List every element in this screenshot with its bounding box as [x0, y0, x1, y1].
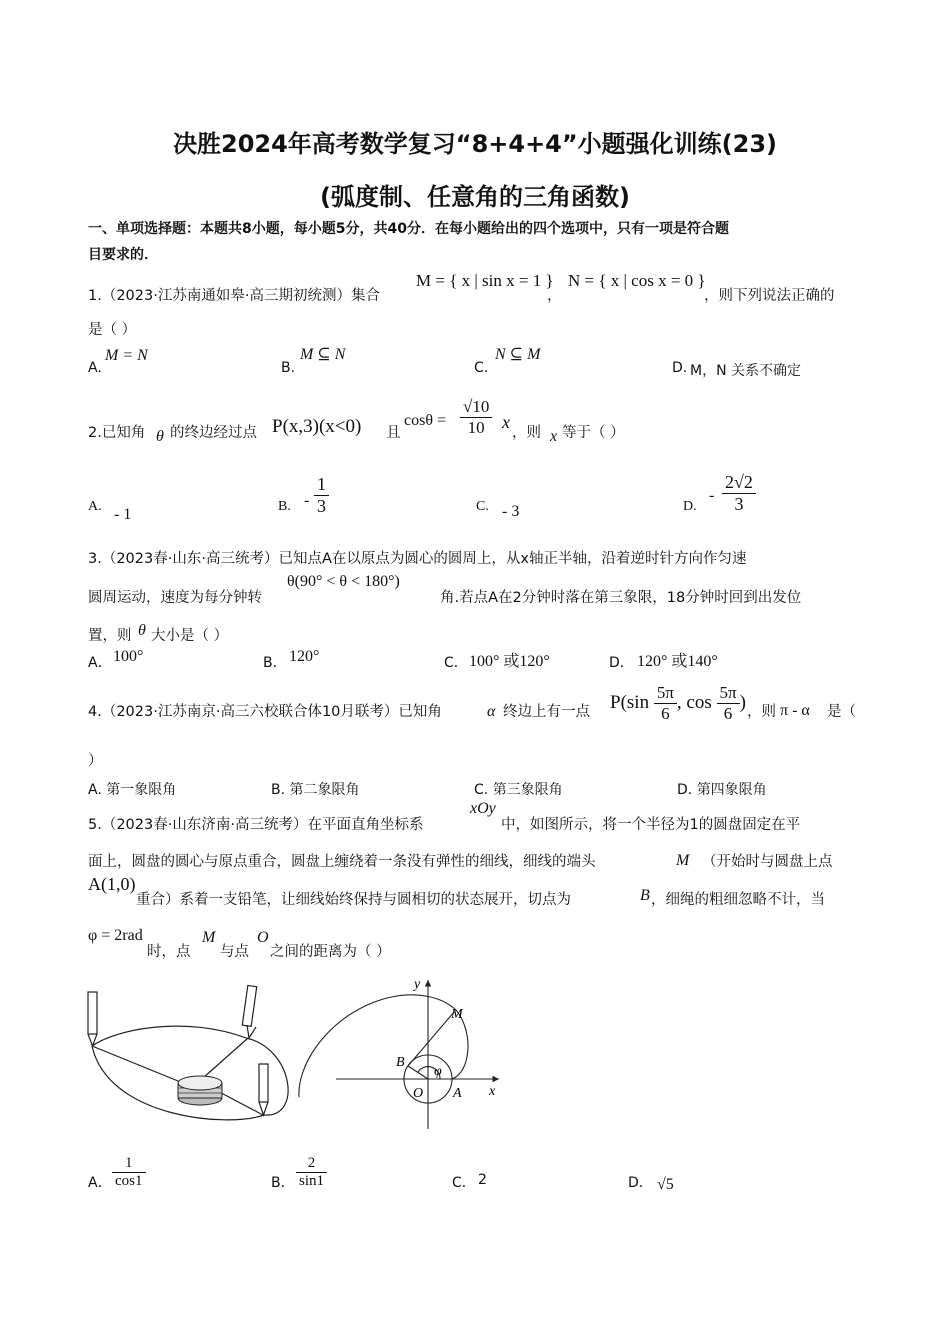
- q4-fraction-1: [654, 683, 677, 724]
- pencil-right-body: [259, 1064, 268, 1102]
- q2-cos-lhs: cosθ =: [404, 412, 447, 429]
- pencil-middle-body: [242, 985, 256, 1026]
- q4-fraction-2-num: 5π: [719, 683, 737, 702]
- q1-stem-line2: 是（ ）: [88, 322, 137, 338]
- q2-option-b-fraction: [314, 474, 329, 517]
- label-o: O: [413, 1086, 424, 1101]
- q5-stem-line2-suffix: （开始时与圆盘上点: [702, 854, 833, 870]
- q5-option-a-num: 1: [112, 1155, 146, 1173]
- q5-stem: 5.（2023春·山东济南·高三统考）在平面直角坐标系: [88, 817, 424, 833]
- q4-option-c: [474, 779, 563, 799]
- q2-option-a-label: A.: [88, 499, 102, 514]
- q2-option-d-den: 3: [734, 494, 744, 514]
- q5-option-a-den: cos1: [115, 1173, 143, 1189]
- q5-stem-line4: 时，点: [147, 944, 191, 960]
- q1-separator: ，: [547, 288, 562, 304]
- q2-option-b-den: 3: [317, 496, 326, 516]
- q5-b: B: [640, 887, 650, 904]
- q2-point: P(x,3)(x<0): [272, 416, 362, 437]
- q3-stem-line3: 置，则: [88, 628, 132, 644]
- q2-var-x: x: [550, 428, 558, 445]
- string-upper: [92, 1026, 246, 1046]
- q5-option-d: √5: [657, 1176, 674, 1193]
- q2-option-b-sign: -: [304, 492, 310, 509]
- q3-option-c: 100° 或120°: [469, 653, 550, 670]
- q4-alpha: α: [487, 703, 496, 720]
- q1-option-d-label: D.: [672, 360, 688, 376]
- q5-option-d-label: D．: [628, 1175, 653, 1191]
- q5-stem-line4-mid: 与点: [220, 944, 249, 960]
- spool: [178, 1076, 222, 1105]
- q2-option-d-label: D.: [683, 499, 697, 514]
- q4-point: [610, 683, 746, 724]
- q4-option-d-label: D.: [677, 782, 693, 798]
- q4-option-d: [677, 779, 767, 799]
- q4-stem-mid: 终边上有一点: [503, 704, 590, 720]
- involute-curve: [299, 995, 468, 1097]
- q2-option-c: - 3: [502, 503, 520, 520]
- q5-figure-pencils: [78, 978, 298, 1138]
- q1-option-c: N ⊆ M: [495, 346, 541, 363]
- q4-option-a-label: A.: [88, 782, 102, 798]
- q4-fraction-1-den: 6: [654, 703, 677, 724]
- q4-point-cos: , cos: [676, 691, 712, 713]
- q5-stem-line1-suffix: 中，如图所示，将一个半径为1的圆盘固定在平: [501, 817, 801, 833]
- q5-stem-line4-suffix: 之间的距离为（ ）: [270, 944, 391, 960]
- label-x: x: [489, 1084, 496, 1099]
- page-subtitle: (弧度制、任意角的三角函数): [320, 183, 630, 211]
- q4-expr: π - α: [780, 702, 810, 719]
- q4-stem: 4.（2023·江苏南京·高三六校联合体10月联考）已知角: [88, 704, 442, 720]
- q1-option-b-label: B.: [281, 360, 296, 376]
- q4-fraction-1-num: 5π: [656, 683, 674, 702]
- q4-stem-line2: ）: [88, 753, 103, 769]
- q3-option-d: 120° 或140°: [637, 653, 718, 670]
- q3-theta: θ: [138, 622, 146, 639]
- q4-option-b-label: B.: [271, 782, 286, 798]
- label-b: B: [396, 1055, 405, 1070]
- q2-theta: θ: [156, 428, 164, 445]
- q5-stem-line3-suffix: ，细绳的粗细忽略不计，当: [651, 892, 825, 908]
- q4-option-c-label: C.: [474, 782, 489, 798]
- q4-point-close: ): [739, 691, 746, 713]
- q4-point-p: P(sin: [610, 691, 650, 713]
- label-m: M: [451, 1007, 463, 1022]
- string-lower: [92, 1046, 183, 1083]
- q3-option-b: 120°: [289, 648, 320, 665]
- q1-stem-suffix: ，则下列说法正确的: [704, 288, 835, 304]
- label-phi: φ: [434, 1064, 442, 1079]
- q3-stem-line3-suffix: 大小是（ ）: [151, 628, 229, 644]
- q4-fraction-2-den: 6: [717, 703, 740, 724]
- q1-option-a: M = N: [105, 347, 148, 364]
- q5-xoy: xOy: [470, 800, 496, 817]
- q2-option-d-num: 2√2: [722, 472, 756, 494]
- q2-stem-mid2: 且: [386, 425, 401, 441]
- string-middle: [203, 1038, 248, 1078]
- q5-phi-eq: φ = 2rad: [88, 927, 143, 944]
- q5-stem-line3: 重合）系着一支铅笔，让细线始终保持与圆相切的状态展开，切点为: [136, 892, 571, 908]
- q2-cos-x: x: [502, 412, 510, 432]
- q3-option-a: 100°: [113, 648, 144, 665]
- q2-fraction-num: √10: [460, 397, 492, 418]
- q1-option-a-label: A.: [88, 360, 102, 376]
- pencil-left-body: [88, 992, 97, 1034]
- q3-option-d-label: D．: [609, 655, 634, 671]
- q4-option-a-text: 第一象限角: [106, 782, 177, 798]
- q2-stem-suffix: 等于（ ）: [562, 425, 625, 441]
- q2-option-d-fraction: [722, 472, 756, 515]
- label-a: A: [453, 1086, 462, 1101]
- q1-set-m: M = { x | sin x = 1 }: [416, 271, 554, 290]
- q1-option-c-label: C.: [474, 360, 489, 376]
- q5-option-b-fraction: [296, 1155, 327, 1190]
- q2-stem: 2.已知角: [88, 425, 146, 441]
- q1-option-d: M，N 关系不确定: [690, 363, 802, 379]
- q3-stem-line2: 圆周运动，速度为每分钟转: [88, 590, 262, 606]
- q2-option-b-label: B.: [278, 499, 291, 514]
- q5-m2: M: [202, 929, 216, 946]
- label-y: y: [414, 977, 421, 992]
- q2-fraction: [460, 397, 492, 438]
- q5-option-b-den: sin1: [299, 1173, 325, 1189]
- q3-option-b-label: B．: [263, 655, 287, 671]
- q5-option-b-num: 2: [296, 1155, 327, 1173]
- q5-option-c-label: C．: [452, 1175, 476, 1191]
- q4-option-d-text: 第四象限角: [696, 782, 767, 798]
- q5-option-a-label: A．: [88, 1175, 112, 1191]
- q2-option-c-label: C.: [476, 499, 489, 514]
- q5-m: M: [676, 852, 690, 869]
- q2-fraction-den: 10: [467, 418, 485, 437]
- q5-o: O: [257, 929, 269, 946]
- q2-option-d-sign: -: [709, 487, 715, 504]
- q3-option-c-label: C．: [444, 655, 468, 671]
- q4-stem-suffix: 是（: [827, 704, 856, 720]
- q5-option-b-label: B．: [271, 1175, 295, 1191]
- q4-option-a: [88, 779, 176, 799]
- radius-ob: [408, 1066, 428, 1079]
- q4-option-b: [271, 779, 360, 799]
- q2-option-b-num: 1: [314, 474, 329, 496]
- q1-set-n: N = { x | cos x = 0 }: [568, 271, 706, 290]
- q4-stem-mid2: ，则: [747, 704, 776, 720]
- page-title: 决胜2024年高考数学复习“8+4+4”小题强化训练(23): [173, 130, 777, 158]
- q5-option-a-fraction: [112, 1155, 146, 1190]
- q4-fraction-2: [717, 683, 740, 724]
- q3-stem: 3.（2023春·山东·高三统考）已知点A在以原点为圆心的圆周上，从x轴正半轴，沿着逆时针方向作匀速: [88, 551, 747, 567]
- q1-option-b: M ⊆ N: [300, 346, 346, 363]
- q3-theta-range: θ(90° < θ < 180°): [287, 573, 400, 590]
- q2-option-a: - 1: [114, 506, 132, 523]
- q2-stem-mid1: 的终边经过点: [170, 425, 257, 441]
- q4-option-b-text: 第二象限角: [289, 782, 360, 798]
- q5-option-c: 2: [478, 1172, 487, 1188]
- section-heading: 一、单项选择题：本题共8小题，每小题5分，共40分．在每小题给出的四个选项中，只有一项是符合题: [88, 221, 729, 237]
- q5-stem-line2: 面上，圆盘的圆心与原点重合，圆盘上缠绕着一条没有弹性的细线，细线的端头: [88, 854, 596, 870]
- section-heading-cont: 目要求的．: [88, 247, 158, 263]
- q5-figure-involute: [296, 972, 506, 1132]
- q4-option-c-text: 第三象限角: [492, 782, 563, 798]
- q3-option-a-label: A．: [88, 655, 112, 671]
- q3-stem-line2-suffix: 角.若点A在2分钟时落在第三象限，18分钟时回到出发位: [440, 590, 802, 606]
- q5-point-a: A(1,0): [88, 874, 136, 894]
- tangent-line: [408, 1012, 454, 1066]
- q1-stem: 1.（2023·江苏南通如皋·高三期初统测）集合: [88, 288, 380, 304]
- q2-stem-mid3: ，则: [512, 425, 541, 441]
